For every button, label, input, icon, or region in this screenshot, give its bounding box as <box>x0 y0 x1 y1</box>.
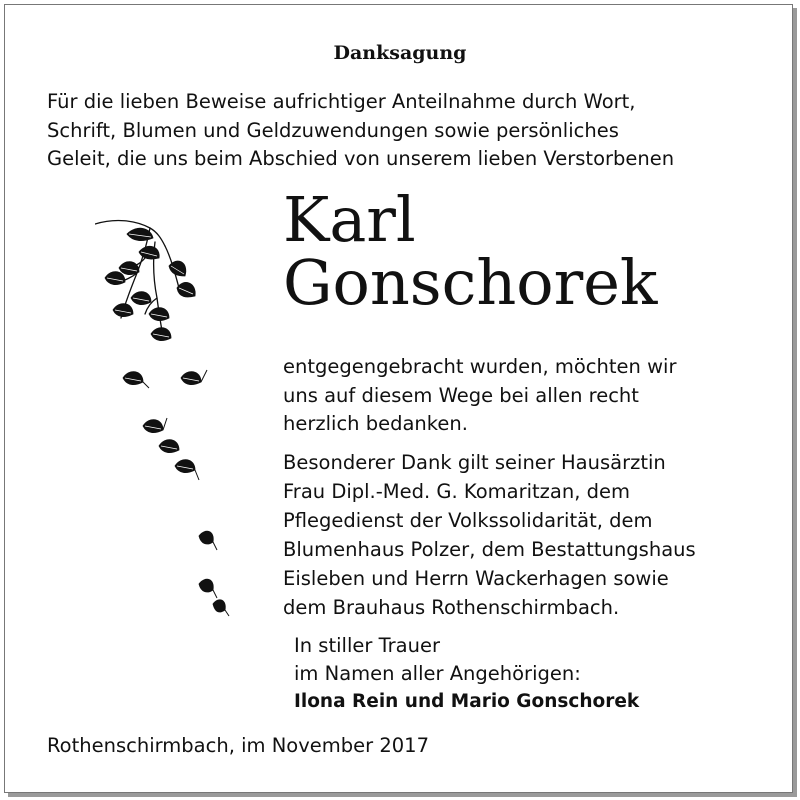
signers: Ilona Rein und Mario Gonschorek <box>294 691 640 712</box>
place-date: Rothenschirmbach, im November 2017 <box>47 734 429 757</box>
special-thanks-text: Besonderer Dank gilt seiner Hausärztin Frau Dipl.-Med. G. Komaritzan, dem Pflegedienst der Volkssolidarität, dem Blumenhaus Polzer, dem Bestattungshaus Eisleben und Herrn Wackerhagen sowie dem Brauhaus Rothenschirmbach. <box>283 451 696 619</box>
general-thanks-text: entgegengebracht wurden, möchten wir uns auf diesem Wege bei allen recht herzlich bedanken. <box>283 355 677 435</box>
intro-text: Für die lieben Beweise aufrichtiger Anteilnahme durch Wort, Schrift, Blumen und Geldzuwendungen sowie persönliches Geleit, die uns beim Abschied von unserem lieben Verstorbenen <box>47 90 675 170</box>
birch-branch-icon <box>95 218 235 628</box>
notice-title: Danksagung <box>333 42 467 64</box>
mourning-line: In stiller Trauer <box>294 634 440 657</box>
mourning-block <box>294 632 639 716</box>
mourning-line: im Namen aller Angehörigen: <box>294 662 581 685</box>
deceased-name: Karl Gonschorek <box>283 183 658 319</box>
